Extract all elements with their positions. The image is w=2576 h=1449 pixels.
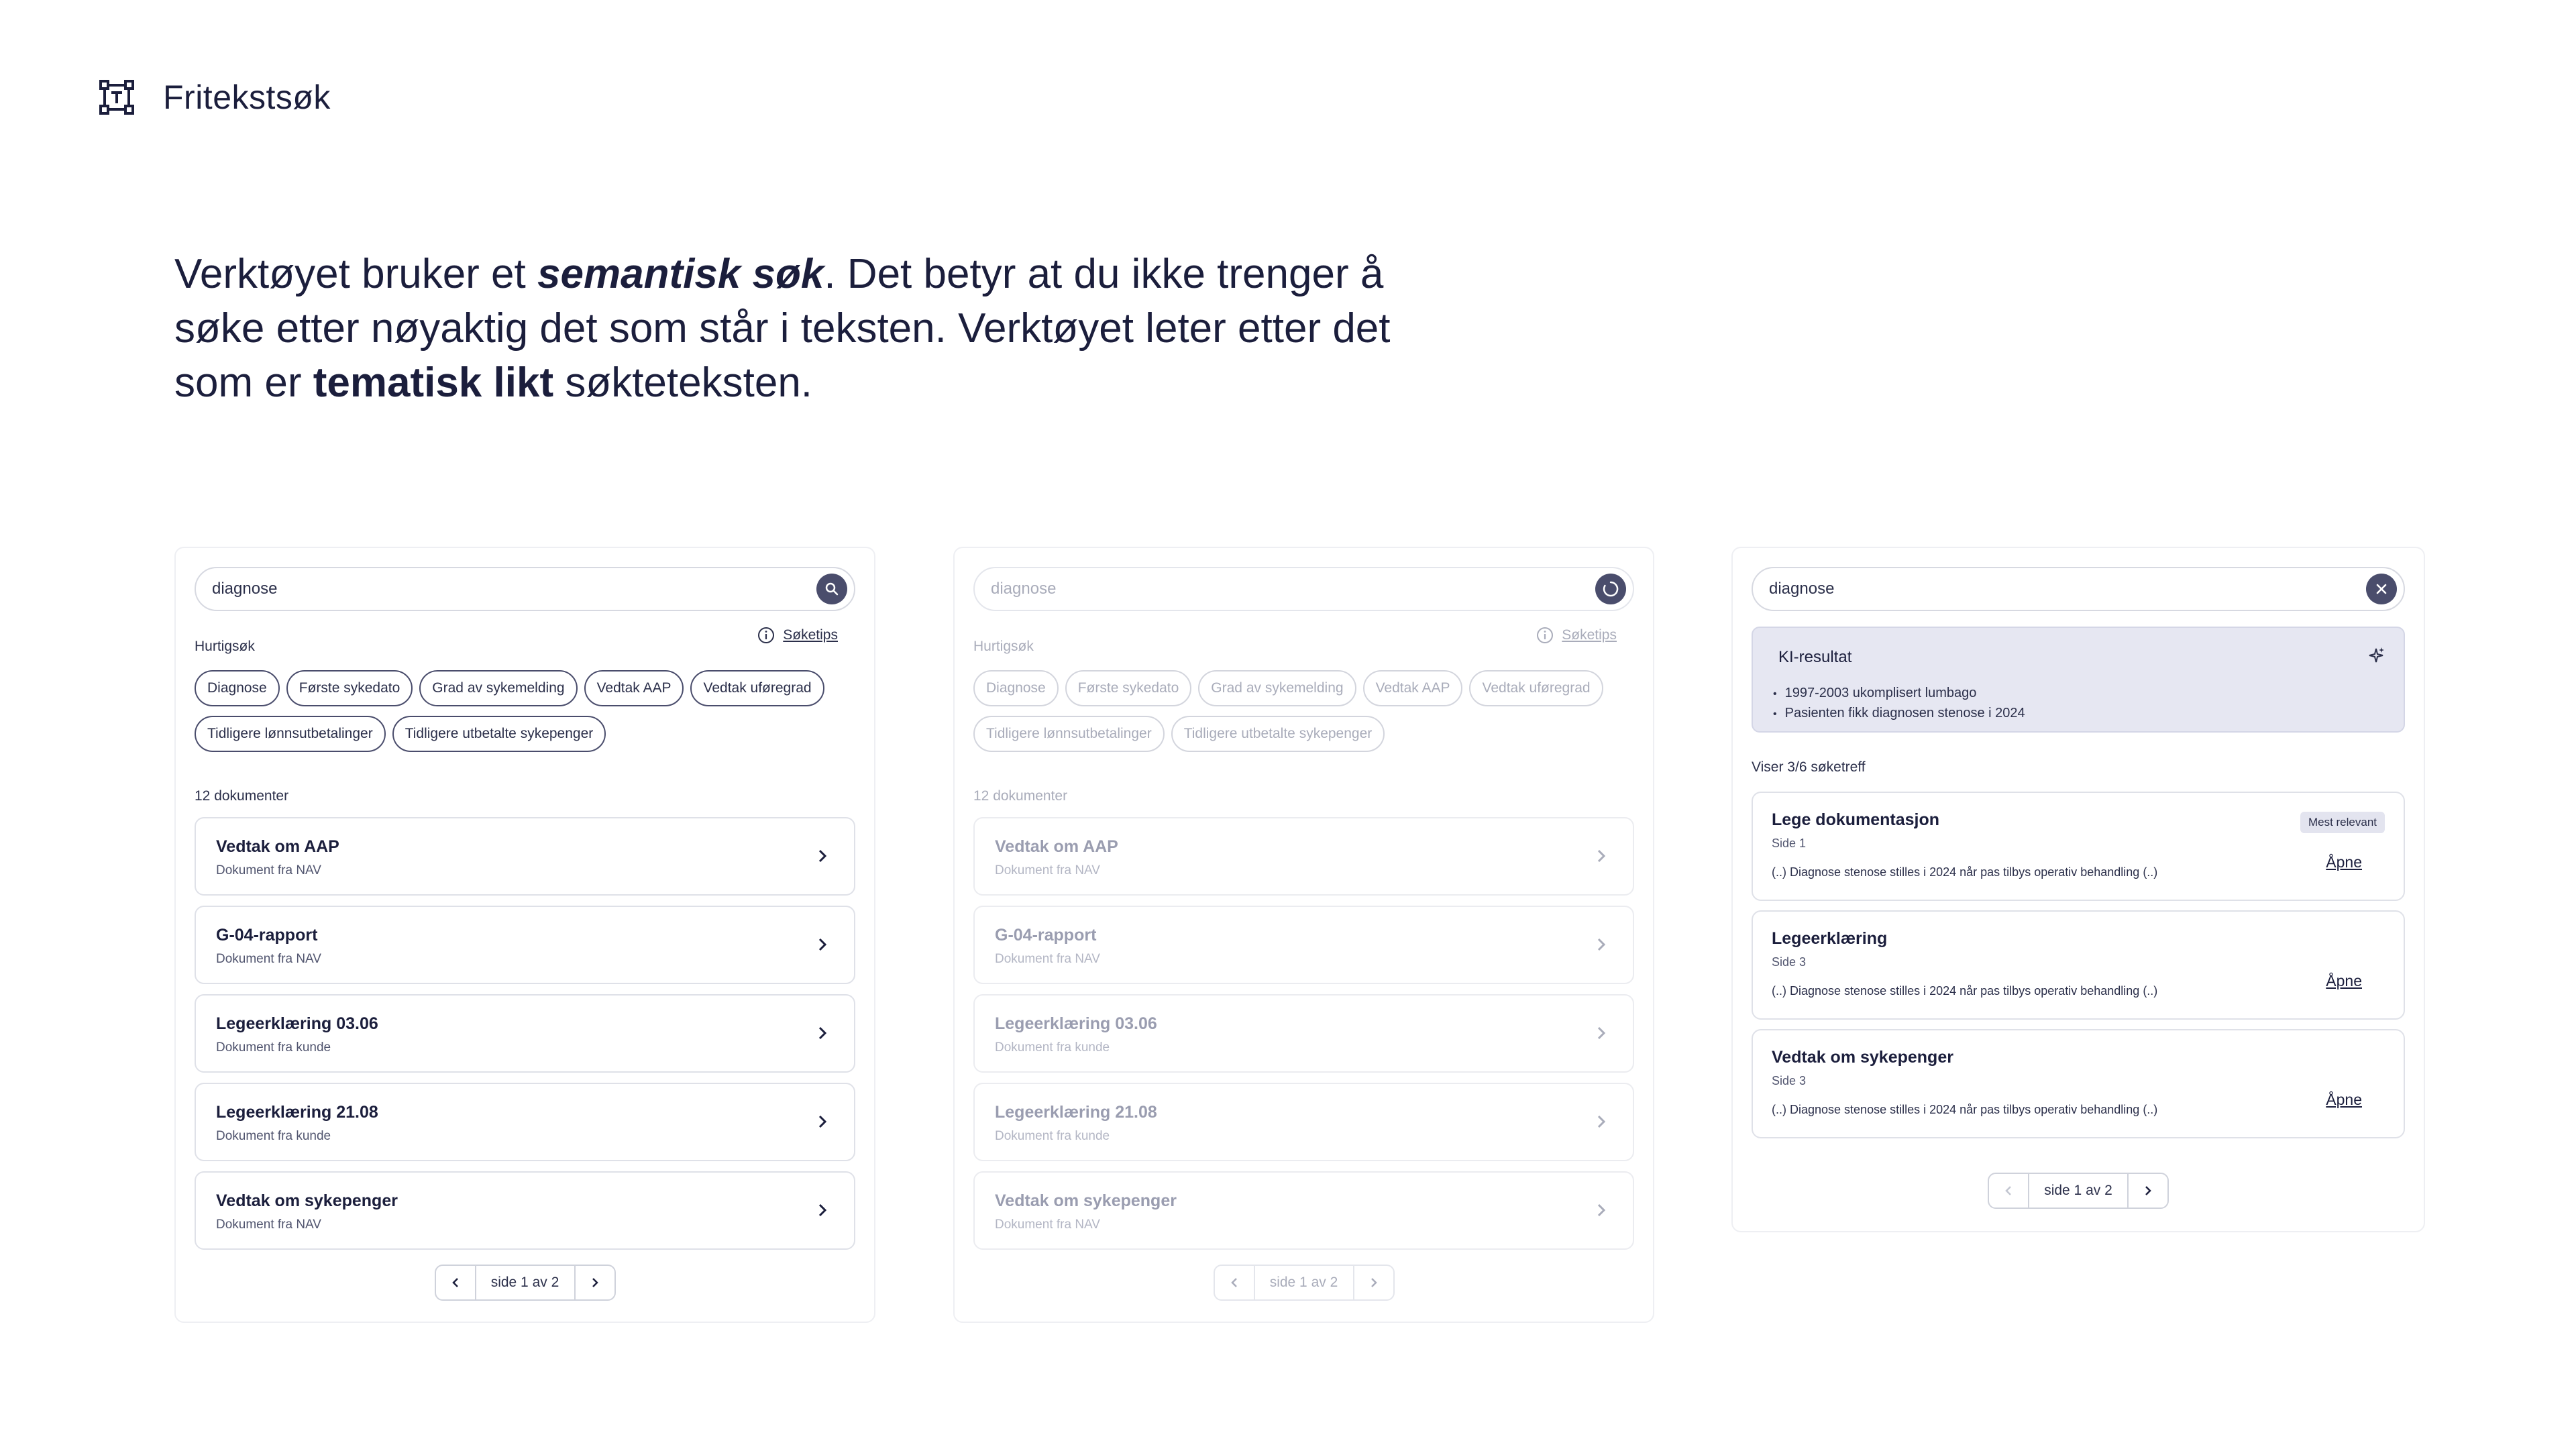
app-title: Fritekstsøk bbox=[163, 78, 331, 116]
chevron-right-icon bbox=[816, 1114, 828, 1130]
quick-search-chip[interactable]: Tidligere lønnsutbetalinger bbox=[973, 716, 1165, 752]
chevron-right-icon bbox=[1595, 848, 1607, 864]
next-page-button[interactable] bbox=[576, 1266, 614, 1299]
document-item[interactable] bbox=[195, 1171, 855, 1250]
app-header bbox=[99, 78, 331, 117]
chevron-right-icon bbox=[816, 936, 828, 953]
document-title: Vedtak om AAP bbox=[216, 837, 339, 856]
document-source: Dokument fra NAV bbox=[216, 863, 321, 877]
search-input[interactable] bbox=[973, 567, 1634, 611]
chevron-right-icon bbox=[1595, 1202, 1607, 1218]
quick-search-chip[interactable]: Grad av sykemelding bbox=[1198, 670, 1356, 706]
document-source: Dokument fra kunde bbox=[995, 1040, 1110, 1055]
document-count: 12 dokumenter bbox=[973, 788, 1068, 804]
document-count: 12 dokumenter bbox=[195, 788, 289, 804]
chevron-left-icon bbox=[451, 1277, 460, 1289]
document-item[interactable] bbox=[973, 817, 1634, 896]
result-page: Side 3 bbox=[1772, 955, 1807, 969]
open-link[interactable]: Åpne bbox=[2326, 972, 2362, 989]
result-count: Viser 3/6 søketreff bbox=[1752, 759, 1866, 775]
document-title: G-04-rapport bbox=[216, 926, 318, 945]
hint-row bbox=[195, 627, 855, 654]
chevron-right-icon bbox=[1595, 1025, 1607, 1041]
document-item[interactable] bbox=[195, 1083, 855, 1161]
result-page: Side 3 bbox=[1772, 1074, 1807, 1087]
result-title: Lege dokumentasjon bbox=[1772, 810, 1940, 829]
search-value: diagnose bbox=[991, 580, 1057, 598]
ai-result-list bbox=[1773, 684, 2025, 724]
intro-text bbox=[174, 247, 1449, 410]
quick-search-chip[interactable]: Tidligere utbetalte sykepenger bbox=[1171, 716, 1385, 752]
quick-search-chip[interactable]: Første sykedato bbox=[286, 670, 413, 706]
quick-search-chip[interactable]: Vedtak AAP bbox=[1363, 670, 1463, 706]
quick-search-chip[interactable]: Tidligere utbetalte sykepenger bbox=[392, 716, 606, 752]
document-item[interactable] bbox=[195, 994, 855, 1073]
search-value: diagnose bbox=[212, 580, 278, 598]
intro-part: Verktøyet bruker et bbox=[174, 251, 537, 297]
document-title: Legeerklæring 03.06 bbox=[216, 1014, 378, 1033]
result-snippet: (..) Diagnose stenose stilles i 2024 når pas tilbys operativ behandling (..) bbox=[1772, 865, 2158, 879]
result-title: Vedtak om sykepenger bbox=[1772, 1048, 1953, 1067]
pagination bbox=[1988, 1173, 2169, 1209]
document-title: Vedtak om AAP bbox=[995, 837, 1118, 856]
document-source: Dokument fra NAV bbox=[995, 863, 1100, 877]
search-tips-link[interactable] bbox=[757, 627, 838, 644]
result-title: Legeerklæring bbox=[1772, 929, 1888, 948]
intro-emphasis: semantisk søk bbox=[537, 251, 824, 297]
quick-search-chip[interactable]: Første sykedato bbox=[1065, 670, 1192, 706]
open-link[interactable]: Åpne bbox=[2326, 1091, 2362, 1108]
quick-search-chip[interactable]: Vedtak uføregrad bbox=[1469, 670, 1603, 706]
intro-part: . Det betyr at du ikke trenger å søke etter nøyaktig det som står i teksten. Verktøyet leter etter det som er bbox=[174, 251, 1391, 406]
result-snippet: (..) Diagnose stenose stilles i 2024 når pas tilbys operativ behandling (..) bbox=[1772, 1103, 2158, 1116]
result-page: Side 1 bbox=[1772, 837, 1807, 850]
document-list bbox=[195, 817, 855, 1260]
search-input[interactable] bbox=[1752, 567, 2405, 611]
quick-search-chips bbox=[195, 670, 855, 752]
page-indicator: side 1 av 2 bbox=[2028, 1174, 2129, 1208]
close-icon bbox=[2375, 582, 2388, 596]
result-item bbox=[1752, 1029, 2405, 1138]
page-indicator: side 1 av 2 bbox=[1254, 1266, 1354, 1299]
quick-search-chip[interactable]: Vedtak uføregrad bbox=[690, 670, 824, 706]
search-value: diagnose bbox=[1769, 580, 1835, 598]
document-source: Dokument fra NAV bbox=[216, 1218, 321, 1232]
search-button[interactable] bbox=[816, 574, 847, 604]
pagination bbox=[1214, 1265, 1395, 1301]
document-list bbox=[973, 817, 1634, 1260]
chevron-right-icon bbox=[816, 1025, 828, 1041]
chevron-right-icon bbox=[1369, 1277, 1379, 1289]
document-item[interactable] bbox=[195, 906, 855, 984]
document-source: Dokument fra kunde bbox=[995, 1129, 1110, 1143]
loading-spinner-icon bbox=[1602, 580, 1619, 598]
document-item[interactable] bbox=[195, 817, 855, 896]
prev-page-button[interactable] bbox=[1215, 1266, 1254, 1299]
document-title: Legeerklæring 03.06 bbox=[995, 1014, 1157, 1033]
quick-search-chip[interactable]: Tidligere lønnsutbetalinger bbox=[195, 716, 386, 752]
document-item[interactable] bbox=[973, 906, 1634, 984]
text-frame-icon bbox=[99, 79, 135, 115]
search-panel-results bbox=[1731, 547, 2425, 1232]
prev-page-button[interactable] bbox=[1989, 1174, 2028, 1208]
quick-search-chip[interactable]: Vedtak AAP bbox=[584, 670, 684, 706]
ai-result-box bbox=[1752, 627, 2405, 733]
quick-search-chips bbox=[973, 670, 1634, 752]
result-item bbox=[1752, 910, 2405, 1020]
search-input[interactable] bbox=[195, 567, 855, 611]
sparkle-icon bbox=[2366, 645, 2386, 665]
most-relevant-badge: Mest relevant bbox=[2300, 812, 2385, 833]
info-icon bbox=[757, 627, 775, 644]
info-icon bbox=[1536, 627, 1554, 644]
chevron-right-icon bbox=[2143, 1185, 2153, 1197]
quick-search-chip[interactable]: Diagnose bbox=[973, 670, 1059, 706]
result-snippet: (..) Diagnose stenose stilles i 2024 når pas tilbys operativ behandling (..) bbox=[1772, 984, 2158, 998]
chevron-right-icon bbox=[816, 848, 828, 864]
next-page-button[interactable] bbox=[2129, 1174, 2167, 1208]
chevron-right-icon bbox=[816, 1202, 828, 1218]
ai-result-item: • 1997-2003 ukomplisert lumbago bbox=[1773, 684, 2025, 704]
chevron-left-icon bbox=[1230, 1277, 1239, 1289]
search-tips-link[interactable] bbox=[1536, 627, 1617, 644]
result-item bbox=[1752, 792, 2405, 901]
document-title: Vedtak om sykepenger bbox=[216, 1191, 398, 1210]
document-item[interactable] bbox=[973, 994, 1634, 1073]
intro-emphasis: tematisk likt bbox=[313, 360, 554, 406]
search-tips-label: Søketips bbox=[783, 627, 838, 643]
chevron-right-icon bbox=[1595, 1114, 1607, 1130]
quick-search-chip[interactable]: Grad av sykemelding bbox=[419, 670, 577, 706]
chevron-right-icon bbox=[1595, 936, 1607, 953]
page-indicator: side 1 av 2 bbox=[475, 1266, 576, 1299]
document-source: Dokument fra kunde bbox=[216, 1040, 331, 1055]
chevron-right-icon bbox=[590, 1277, 600, 1289]
document-title: G-04-rapport bbox=[995, 926, 1097, 945]
hint-row bbox=[973, 627, 1634, 654]
ai-result-title: KI-resultat bbox=[1778, 648, 1852, 666]
document-title: Vedtak om sykepenger bbox=[995, 1191, 1177, 1210]
search-tips-label: Søketips bbox=[1562, 627, 1617, 643]
prev-page-button[interactable] bbox=[436, 1266, 475, 1299]
document-title: Legeerklæring 21.08 bbox=[216, 1103, 378, 1122]
result-list bbox=[1752, 792, 2405, 1148]
document-source: Dokument fra NAV bbox=[216, 952, 321, 966]
document-item[interactable] bbox=[973, 1083, 1634, 1161]
search-icon bbox=[824, 582, 839, 596]
ai-result-item: • Pasienten fikk diagnosen stenose i 2024 bbox=[1773, 704, 2025, 724]
document-item[interactable] bbox=[973, 1171, 1634, 1250]
clear-search-button[interactable] bbox=[2366, 574, 2397, 604]
document-source: Dokument fra kunde bbox=[216, 1129, 331, 1143]
chevron-left-icon bbox=[2004, 1185, 2013, 1197]
search-panel-loading bbox=[953, 547, 1654, 1323]
document-source: Dokument fra NAV bbox=[995, 1218, 1100, 1232]
quick-search-label: Hurtigsøk bbox=[973, 639, 1034, 654]
open-link[interactable]: Åpne bbox=[2326, 853, 2362, 871]
search-panel-default bbox=[174, 547, 875, 1323]
document-source: Dokument fra NAV bbox=[995, 952, 1100, 966]
quick-search-chip[interactable]: Diagnose bbox=[195, 670, 280, 706]
next-page-button[interactable] bbox=[1354, 1266, 1393, 1299]
intro-part: søkteteksten. bbox=[553, 360, 813, 406]
quick-search-label: Hurtigsøk bbox=[195, 639, 255, 654]
document-title: Legeerklæring 21.08 bbox=[995, 1103, 1157, 1122]
loading-button bbox=[1595, 574, 1626, 604]
pagination bbox=[435, 1265, 616, 1301]
